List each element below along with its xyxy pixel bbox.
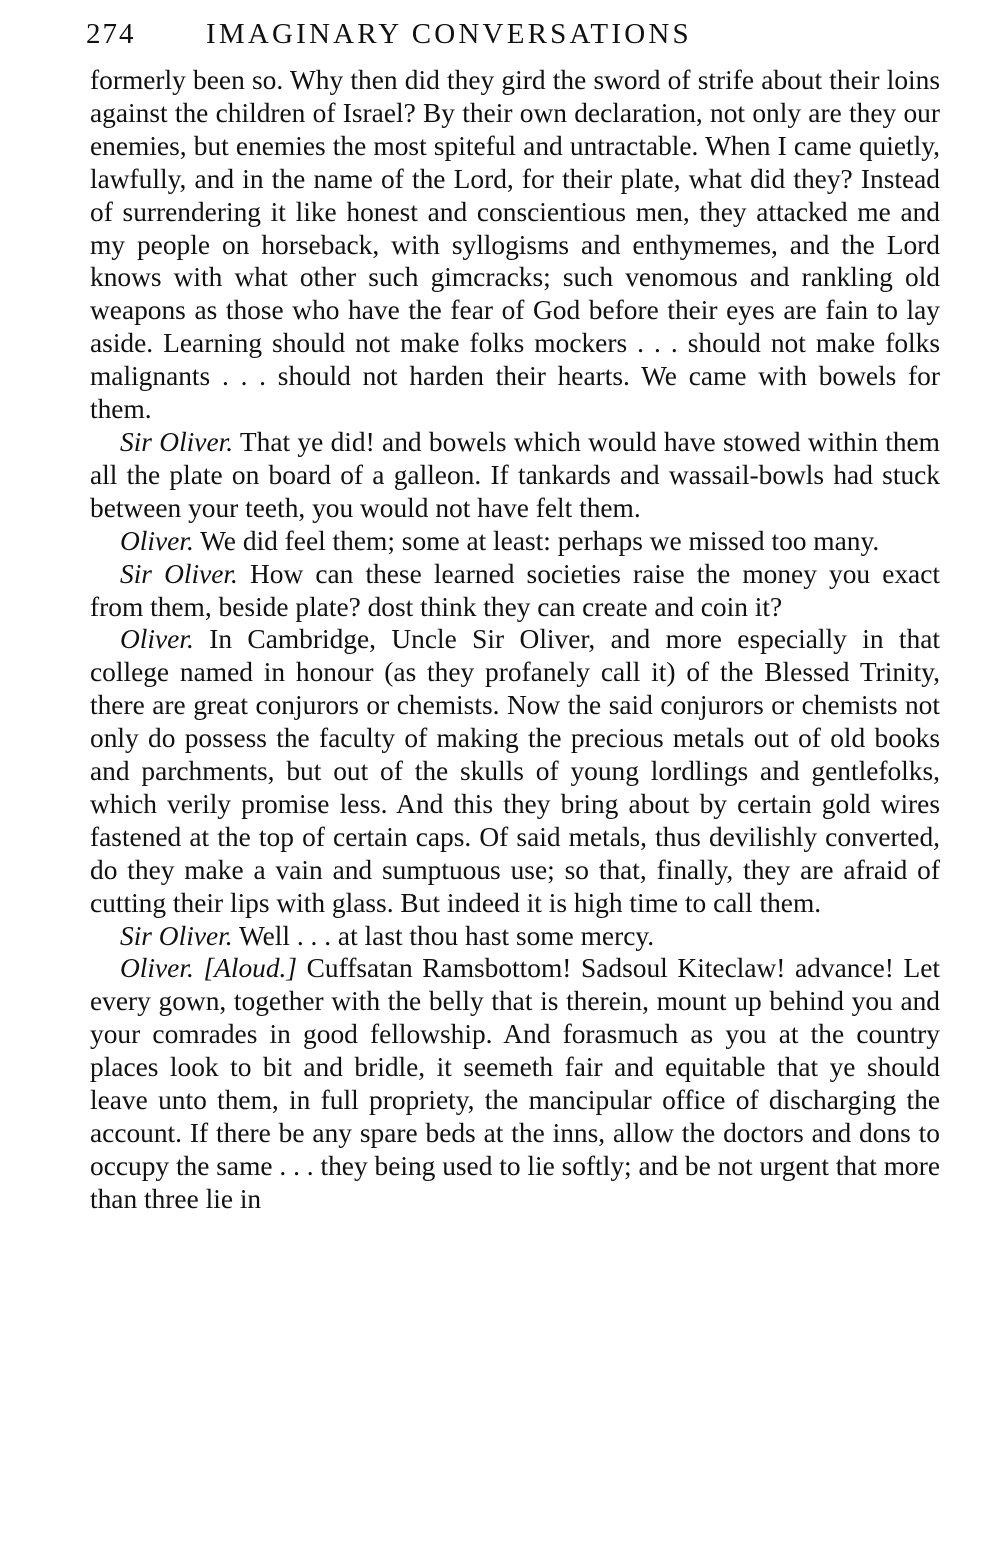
book-page [86, 14, 940, 1216]
page-number: 274 [86, 18, 136, 50]
running-title: IMAGINARY CONVERSATIONS [206, 18, 692, 50]
speech-text: Well . . . at last thou hast some mercy. [232, 920, 655, 951]
speech-paragraph [90, 920, 940, 953]
speech-text: We did feel them; some at least: perhaps we missed too many. [193, 525, 880, 556]
speech-paragraph [90, 426, 940, 525]
body-text [90, 64, 940, 1216]
paragraph-continuation [90, 64, 940, 426]
speaker-name: Sir Oliver. [120, 920, 233, 951]
speech-paragraph [90, 558, 940, 624]
speech-paragraph [90, 952, 940, 1215]
speaker-name: Sir Oliver. [120, 426, 234, 457]
speaker-name: Oliver. [120, 624, 194, 655]
speaker-name: Oliver. [120, 525, 194, 556]
speech-paragraph [90, 623, 940, 919]
speaker-name: Oliver. [120, 953, 194, 984]
stage-direction: [Aloud.] [203, 953, 298, 984]
speaker-name: Sir Oliver. [120, 558, 238, 589]
speech-text: Cuffsatan Ramsbottom! Sadsoul Kiteclaw! advance! Let every gown, together with the belly that is therein, mount up behind you and your comrades in good fellowship. And forasmuch as you at the country places look to bit and bridle, it seemeth fair and equitable that ye should leave unto them, in full propriety, the mancipular office of discharging the account. If there be any spare beds at the inns, allow the doctors and dons to occupy the same . . . they being used to lie softly; and be not urgent that more than three lie in [90, 953, 940, 1214]
speech-text: That ye did! and bowels which would have stowed within them all the plate on board of a galleon. If tankards and wassail-bowls had stuck between your teeth, you would not have felt them. [90, 426, 940, 523]
speech-text: How can these learned societies raise the money you exact from them, beside plate? dost think they can create and coin it? [90, 558, 940, 622]
running-header [86, 14, 940, 64]
paragraph-text: formerly been so. Why then did they gird the sword of strife about their loins against the children of Israel? By their own declaration, not only are they our enemies, but enemies the most spiteful and untractable. When I came quietly, lawfully, and in the name of the Lord, for their plate, what did they? Instead of surrendering it like honest and conscientious men, they attacked me and my people on horseback, with syllogisms and enthymemes, and the Lord knows with what other such gimcracks; such venomous and rankling old weapons as those who have the fear of God before their eyes are fain to lay aside. Learning should not make folks mockers . . . should not make folks malignants . . . should not harden their hearts. We came with bowels for them. [90, 65, 940, 425]
speech-paragraph [90, 525, 940, 558]
speech-text: In Cambridge, Uncle Sir Oliver, and more especially in that college named in honour (as they profanely call it) of the Blessed Trinity, there are great conjurors or chemists. Now the said conjurors or chemists not only do possess the faculty of making the precious metals out of old books and parchments, but out of the skulls of young lordlings and gentlefolks, which verily promise less. And this they bring about by certain gold wires fastened at the top of certain caps. Of said metals, thus devilishly converted, do they make a vain and sumptuous use; so that, finally, they are afraid of cutting their lips with glass. But indeed it is high time to call them. [90, 624, 940, 918]
